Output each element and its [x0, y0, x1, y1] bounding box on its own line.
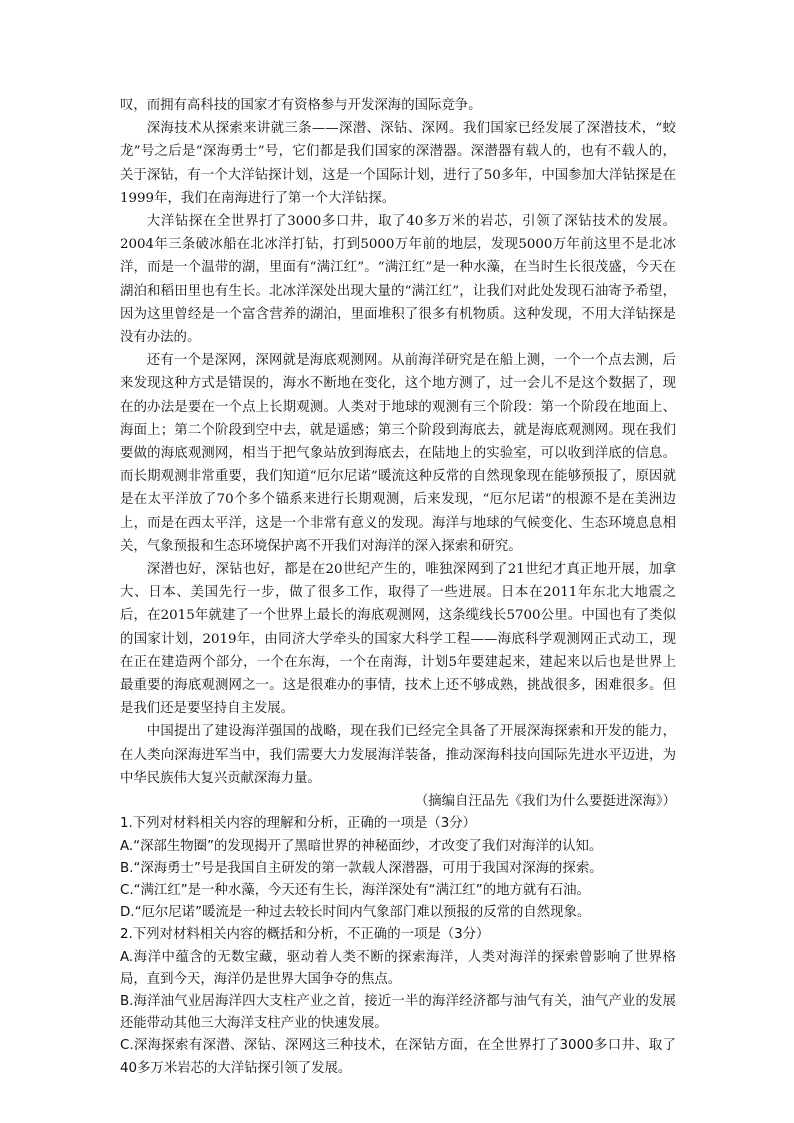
question-2-stem: 2.下列对材料相关内容的概括和分析，不正确的一项是（3分）: [120, 927, 490, 943]
question-2-option-b: B.海洋油气业居海洋四大支柱产业之首，接近一半的海洋经济都与油气有关，油气产业的发展还能带动其他三大海洋支柱产业的快速发展。: [120, 993, 676, 1032]
question-2-option-c: C.深海探索有深潜、深钻、深网这三种技术，在深钻方面，在全世界打了3000多口井、取了40多万米岩芯的大洋钻探引领了发展。: [120, 1038, 676, 1076]
passage-source: （摘编自汪品先《我们为什么要挺进深海》）: [414, 794, 676, 810]
passage-paragraph-5: 中国提出了建设海洋强国的战略，现在我们已经完全具备了开展深海探索和开发的能力，在人类向深海进军当中，我们需要大力发展海洋装备，推动深海科技向国际先进水平迈进，为中华民族伟大复兴贡献深海力量。: [120, 724, 676, 786]
question-1-option-a: A.“深部生物圈”的发现揭开了黑暗世界的神秘面纱，才改变了我们对海洋的认知。: [120, 838, 603, 854]
passage-lead: 叹，而拥有高科技的国家才有资格参与开发深海的国际竞争。: [120, 98, 482, 113]
question-1-stem: 1.下列对材料相关内容的理解和分析，正确的一项是（3分）: [120, 816, 477, 832]
passage-paragraph-3: 还有一个是深网，深网就是海底观测网。从前海洋研究是在船上测，一个一个点去测，后来发现这种方式是错误的，海水不断地在变化，这个地方测了，过一会儿不是这个数据了，现在的办法是要在一个点上长期观测。人类对于地球的观测有三个阶段：第一个阶段在地面上、海面上；第二个阶段到空中去，就是遥感；第三个阶段到海底去，就是海底观测网。现在我们要做的海底观测网，相当于把气象站放到海底去，在陆地上的实验室，可以收到洋底的信息。而长期观测非常重要，我们知道“厄尔尼诺”暖流这种反常的自然现象现在能够预报了，原因就是在太平洋放了70个多个锚系来进行长期观测，后来发现，“厄尔尼诺”的根源不是在美洲边上，而是在西太平洋，这是一个非常有意义的发现。海洋与地球的气候变化、生态环境息息相关，气象预报和生态环境保护离不开我们对海洋的深入探索和研究。: [120, 353, 676, 554]
document-page: [120, 94, 676, 1080]
passage-paragraph-1: 深海技术从探索来讲就三条——深潜、深钻、深网。我们国家已经发展了深潜技术，“蛟龙”号之后是“深海勇士”号，它们都是我们国家的深潜器。深潜器有载人的，也有不载人的，关于深钻，有一个大洋钻探计划，这是一个国际计划，进行了50多年，中国参加大洋钻探是在1999年，我们在南海进行了第一个大洋钻探。: [120, 121, 676, 206]
question-1-option-d: D.“厄尔尼诺”暖流是一种过去较长时间内气象部门难以预报的反常的自然现象。: [120, 905, 591, 921]
question-1-option-c: C.“满江红”是一种水藻，今天还有生长，海洋深处有“满江红”的地方就有石油。: [120, 882, 590, 898]
passage-paragraph-2: 大洋钻探在全世界打了3000多口井，取了40多万米的岩芯，引领了深钻技术的发展。2004年三条破冰船在北冰洋打钻，打到5000万年前的地层，发现5000万年前这里不是北冰洋，而是一个温带的湖，里面有“满江红”。“满江红”是一种水藻，在当时生长很茂盛，今天在湖泊和稻田里也有生长。北冰洋深处出现大量的“满江红”，让我们对此处发现石油寄予希望，因为这里曾经是一个富含营养的湖泊，里面堆积了很多有机物质。这种发现，不用大洋钻探是没有办法的。: [120, 214, 676, 346]
passage-paragraph-4: 深潜也好，深钻也好，都是在20世纪产生的，唯独深网到了21世纪才真正地开展，加拿大、日本、美国先行一步，做了很多工作，取得了一些进展。日本在2011年东北大地震之后，在2015年就建了一个世界上最长的海底观测网，这条缆线长5700公里。中国也有了类似的国家计划，2019年，由同济大学牵头的国家大科学工程——海底科学观测网正式动工，现在正在建造两个部分，一个在东海，一个在南海，计划5年要建起来，建起来以后也是世界上最重要的海底观测网之一。这是很难办的事情，技术上还不够成熟，挑战很多，困难很多。但是我们还是要坚持自主发展。: [120, 562, 676, 717]
question-2-option-a: A.海洋中蕴含的无数宝藏，驱动着人类不断的探索海洋，人类对海洋的探索曾影响了世界格局，直到今天，海洋仍是世界大国争夺的焦点。: [120, 949, 676, 987]
question-1-option-b: B.“深海勇士”号是我国自主研发的第一款载人深潜器，可用于我国对深海的探索。: [120, 860, 603, 876]
